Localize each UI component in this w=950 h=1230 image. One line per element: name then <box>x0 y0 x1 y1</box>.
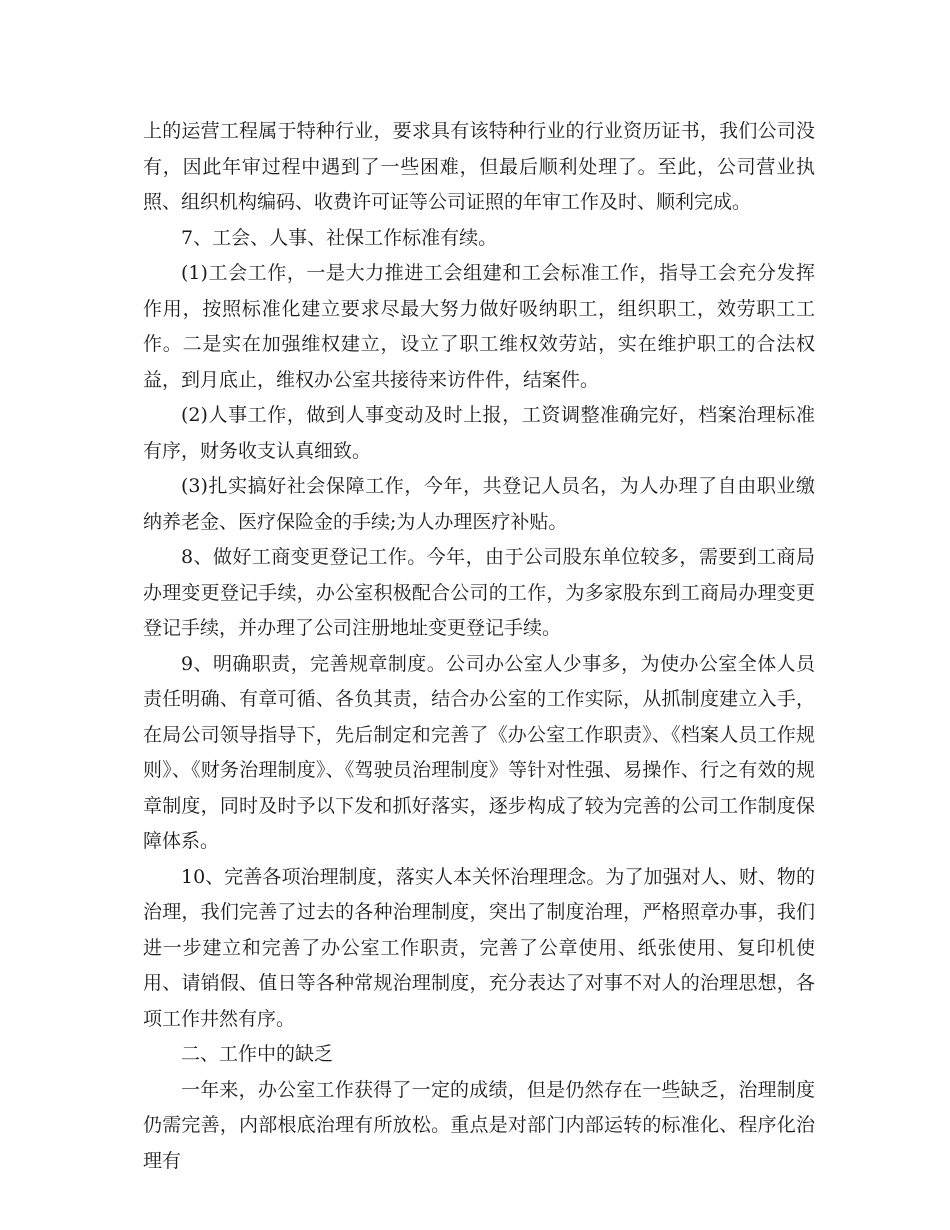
paragraph-item-8-registration: 8、做好工商变更登记工作。今年，由于公司股东单位较多，需要到工商局办理变更登记手续，办公室积极配合公司的工作，为多家股东到工商局办理变更登记手续，并办理了公司注册地址变更登记手续。 <box>143 546 815 639</box>
paragraph-social-security: (3)扎实搞好社会保障工作，今年，共登记人员名，为人办理了自由职业缴纳养老金、医疗保险金的手续;为人办理医疗补贴。 <box>143 475 815 533</box>
paragraph-union-work: (1)工会工作，一是大力推进工会组建和工会标准工作，指导工会充分发挥作用，按照标准化建立要求尽最大努力做好吸纳职工，组织职工，效劳职工工作。二是实在加强维权建立，设立了职工维权效劳站，实在维护职工的合法权益，到月底止，维权办公室共接待来访件件，结案件。 <box>143 262 815 391</box>
paragraph-item-9-responsibilities: 9、明确职责，完善规章制度。公司办公室人少事多，为使办公室全体人员责任明确、有章可循、各负其责，结合办公室的工作实际，从抓制度建立入手，在局公司领导指导下，先后制定和完善了《办公室工作职责》、《档案人员工作规则》、《财务治理制度》、《驾驶员治理制度》等针对性强、易操作、行之有效的规章制度，同时及时予以下发和抓好落实，逐步构成了较为完善的公司工作制度保障体系。 <box>143 652 815 852</box>
paragraph-item-10-management: 10、完善各项治理制度，落实人本关怀治理理念。为了加强对人、财、物的治理，我们完善了过去的各种治理制度，突出了制度治理，严格照章办事，我们进一步建立和完善了办公室工作职责，完善了公章使用、纸张使用、复印机使用、请销假、值日等各种常规治理制度，充分表达了对事不对人的治理思想，各项工作井然有序。 <box>143 865 815 1030</box>
paragraph-continuation: 上的运营工程属于特种行业，要求具有该特种行业的行业资历证书，我们公司没有，因此年审过程中遇到了一些困难，但最后顺利处理了。至此，公司营业执照、组织机构编码、收费许可证等公司证照的年审工作及时、顺利完成。 <box>143 120 815 213</box>
paragraph-shortcomings-summary: 一年来，办公室工作获得了一定的成绩，但是仍然存在一些缺乏，治理制度仍需完善，内部根底治理有所放松。重点是对部门内部运转的标准化、程序化治理有 <box>143 1078 815 1172</box>
paragraph-item-7-heading: 7、工会、人事、社保工作标准有续。 <box>181 226 498 249</box>
document-body <box>143 114 815 1179</box>
section-heading-shortcomings: 二、工作中的缺乏 <box>181 1043 334 1065</box>
paragraph-personnel-work: (2)人事工作，做到人事变动及时上报，工资调整准确完好，档案治理标准有序，财务收支认真细致。 <box>143 404 815 462</box>
